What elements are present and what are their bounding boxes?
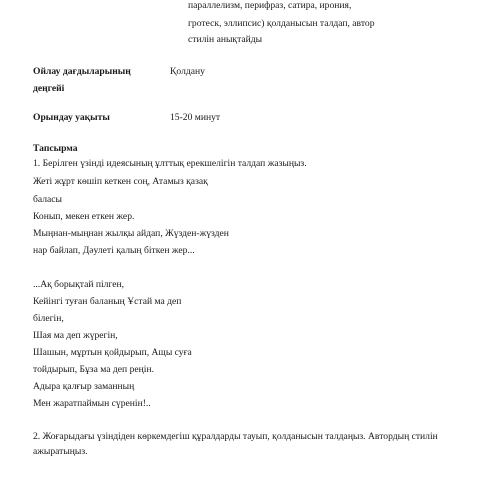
header-line-2: гротеск, эллипсис) қолданысын талдап, автор — [188, 18, 375, 29]
poem-line: нар байлап, Дәулеті қалың біткен жер... — [33, 245, 195, 256]
poem-line: Конып, мекен еткен жер. — [33, 211, 135, 222]
question-2-line-2: ажыратыңыз. — [33, 446, 88, 457]
poem-line: Мыңнан-мыңнан жылқы айдап, Жүзден-жүзден — [33, 228, 229, 239]
poem-line: ...Ақ борықтай пілген, — [33, 279, 125, 290]
thinking-level-label-2: деңгейі — [33, 83, 65, 94]
poem-line: білегін, — [33, 313, 64, 324]
poem-line: тойдырып, Бұза ма деп реңін. — [33, 364, 154, 375]
time-value: 15-20 минут — [170, 112, 221, 123]
poem-line: Кейінгі туған баланың Ұстай ма деп — [33, 296, 182, 307]
thinking-level-label-1: Ойлау дағдыларының — [33, 66, 131, 77]
poem-line: Шая ма деп жүрегін, — [33, 330, 118, 341]
question-1: 1. Берілген үзінді идеясының ұлттық ерекшелігін талдап жазыңыз. — [33, 158, 307, 169]
poem-line: баласы — [33, 194, 62, 205]
time-label: Орындау уақыты — [33, 112, 110, 123]
header-line-1: параллелизм, перифраз, сатира, ирония, — [188, 0, 352, 11]
question-2-line-1: 2. Жоғарыдағы үзіндіден көркемдегіш құралдарды тауып, қолданысын талдаңыз. Автордың стилін — [33, 431, 438, 442]
header-line-3: стилін анықтайды — [188, 34, 263, 45]
task-heading: Тапсырма — [33, 143, 78, 154]
thinking-level-value: Қолдану — [170, 66, 205, 77]
poem-line: Адыра қалғыр заманның — [33, 381, 135, 392]
poem-line: Шашын, мұртын қойдырып, Ащы суға — [33, 347, 192, 358]
poem-line: Жеті жұрт көшіп кеткен соң, Атамыз қазақ — [33, 176, 208, 187]
poem-line: Мен жаратпаймын сүренін!.. — [33, 398, 151, 409]
